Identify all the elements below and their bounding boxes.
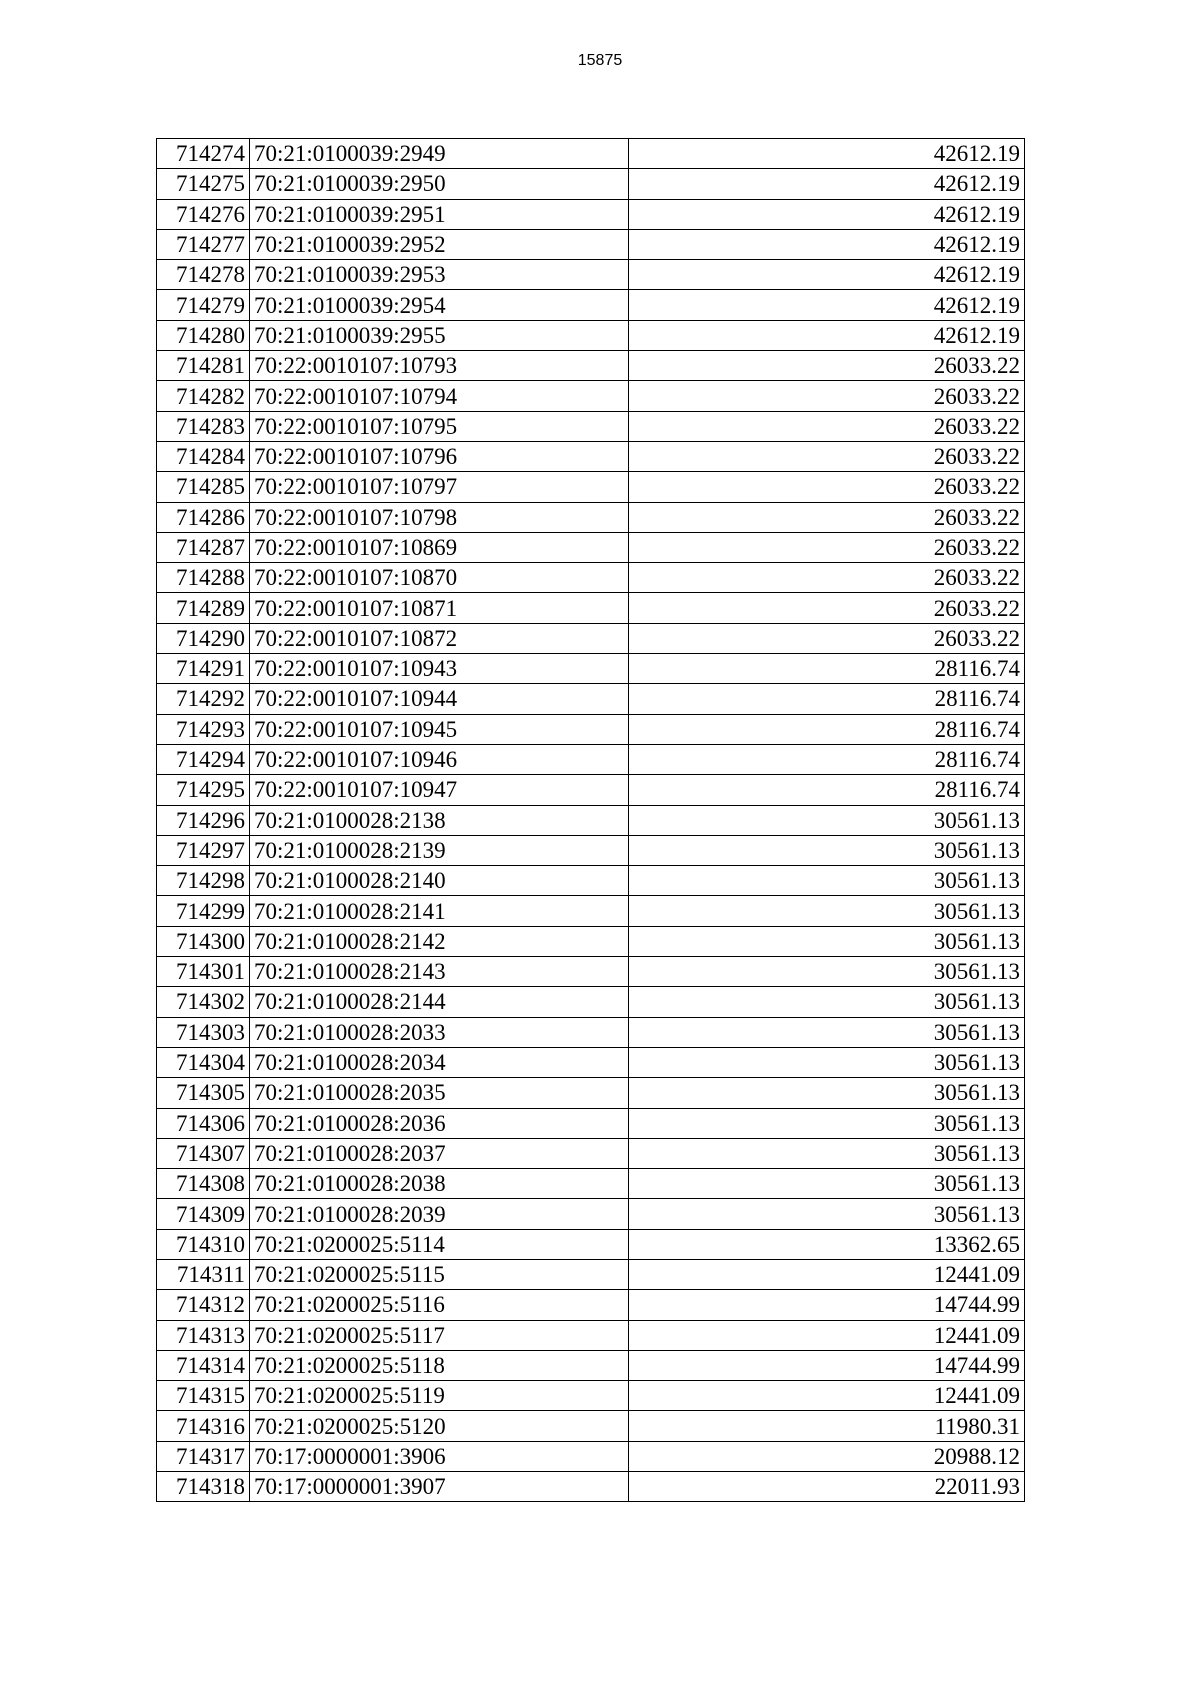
cadastral-number-cell: 70:21:0100039:2951: [250, 199, 629, 229]
value-cell: 30561.13: [629, 1108, 1025, 1138]
table-row: [157, 866, 1025, 896]
row-number-cell: 714299: [157, 896, 250, 926]
cadastral-number-cell: 70:17:0000001:3907: [250, 1472, 629, 1502]
row-number-cell: 714300: [157, 926, 250, 956]
table-row: [157, 805, 1025, 835]
value-cell: 20988.12: [629, 1441, 1025, 1471]
row-number-cell: 714316: [157, 1411, 250, 1441]
table-row: [157, 532, 1025, 562]
table-row: [157, 1290, 1025, 1320]
value-cell: 26033.22: [629, 381, 1025, 411]
row-number-cell: 714282: [157, 381, 250, 411]
cadastral-number-cell: 70:22:0010107:10869: [250, 532, 629, 562]
cadastral-number-cell: 70:21:0100039:2949: [250, 139, 629, 169]
value-cell: 26033.22: [629, 623, 1025, 653]
table-row: [157, 1259, 1025, 1289]
row-number-cell: 714281: [157, 351, 250, 381]
value-cell: 26033.22: [629, 441, 1025, 471]
cadastral-number-cell: 70:22:0010107:10943: [250, 654, 629, 684]
table-row: [157, 987, 1025, 1017]
value-cell: 28116.74: [629, 684, 1025, 714]
cadastral-number-cell: 70:17:0000001:3906: [250, 1441, 629, 1471]
cadastral-number-cell: 70:21:0100028:2143: [250, 957, 629, 987]
cadastral-number-cell: 70:22:0010107:10871: [250, 593, 629, 623]
value-cell: 42612.19: [629, 320, 1025, 350]
row-number-cell: 714298: [157, 866, 250, 896]
value-cell: 30561.13: [629, 1017, 1025, 1047]
row-number-cell: 714274: [157, 139, 250, 169]
value-cell: 30561.13: [629, 1199, 1025, 1229]
table-row: [157, 139, 1025, 169]
cadastral-number-cell: 70:21:0200025:5117: [250, 1320, 629, 1350]
cadastral-number-cell: 70:21:0200025:5114: [250, 1229, 629, 1259]
cadastral-number-cell: 70:21:0200025:5118: [250, 1350, 629, 1380]
row-number-cell: 714312: [157, 1290, 250, 1320]
value-cell: 42612.19: [629, 169, 1025, 199]
table-row: [157, 351, 1025, 381]
value-cell: 28116.74: [629, 744, 1025, 774]
table-row: [157, 1350, 1025, 1380]
cadastral-number-cell: 70:21:0100028:2036: [250, 1108, 629, 1138]
cadastral-number-cell: 70:21:0100028:2144: [250, 987, 629, 1017]
value-cell: 42612.19: [629, 290, 1025, 320]
table-row: [157, 835, 1025, 865]
row-number-cell: 714287: [157, 532, 250, 562]
table-row: [157, 926, 1025, 956]
table-row: [157, 199, 1025, 229]
value-cell: 42612.19: [629, 199, 1025, 229]
row-number-cell: 714280: [157, 320, 250, 350]
value-cell: 13362.65: [629, 1229, 1025, 1259]
row-number-cell: 714315: [157, 1381, 250, 1411]
row-number-cell: 714304: [157, 1047, 250, 1077]
value-cell: 28116.74: [629, 714, 1025, 744]
value-cell: 42612.19: [629, 139, 1025, 169]
value-cell: 30561.13: [629, 957, 1025, 987]
cadastral-number-cell: 70:21:0100028:2033: [250, 1017, 629, 1047]
value-cell: 42612.19: [629, 229, 1025, 259]
row-number-cell: 714318: [157, 1472, 250, 1502]
table-row: [157, 896, 1025, 926]
table-row: [157, 1199, 1025, 1229]
value-cell: 26033.22: [629, 351, 1025, 381]
cadastral-number-cell: 70:21:0200025:5115: [250, 1259, 629, 1289]
value-cell: 11980.31: [629, 1411, 1025, 1441]
table-row: [157, 593, 1025, 623]
row-number-cell: 714313: [157, 1320, 250, 1350]
value-cell: 30561.13: [629, 1047, 1025, 1077]
value-cell: 14744.99: [629, 1350, 1025, 1380]
table-row: [157, 169, 1025, 199]
table-row: [157, 320, 1025, 350]
value-cell: 30561.13: [629, 987, 1025, 1017]
row-number-cell: 714301: [157, 957, 250, 987]
value-cell: 26033.22: [629, 502, 1025, 532]
row-number-cell: 714311: [157, 1259, 250, 1289]
row-number-cell: 714275: [157, 169, 250, 199]
row-number-cell: 714292: [157, 684, 250, 714]
cadastral-number-cell: 70:21:0100028:2035: [250, 1078, 629, 1108]
row-number-cell: 714291: [157, 654, 250, 684]
row-number-cell: 714296: [157, 805, 250, 835]
row-number-cell: 714303: [157, 1017, 250, 1047]
value-cell: 30561.13: [629, 926, 1025, 956]
registry-table-body: [157, 139, 1025, 1502]
cadastral-number-cell: 70:22:0010107:10797: [250, 472, 629, 502]
value-cell: 22011.93: [629, 1472, 1025, 1502]
value-cell: 14744.99: [629, 1290, 1025, 1320]
table-row: [157, 1229, 1025, 1259]
table-row: [157, 1472, 1025, 1502]
table-row: [157, 1138, 1025, 1168]
row-number-cell: 714290: [157, 623, 250, 653]
row-number-cell: 714307: [157, 1138, 250, 1168]
cadastral-number-cell: 70:21:0100039:2954: [250, 290, 629, 320]
cadastral-number-cell: 70:21:0200025:5116: [250, 1290, 629, 1320]
row-number-cell: 714286: [157, 502, 250, 532]
row-number-cell: 714309: [157, 1199, 250, 1229]
row-number-cell: 714284: [157, 441, 250, 471]
table-row: [157, 1441, 1025, 1471]
cadastral-number-cell: 70:21:0100028:2039: [250, 1199, 629, 1229]
table-row: [157, 502, 1025, 532]
value-cell: 30561.13: [629, 1169, 1025, 1199]
value-cell: 30561.13: [629, 1078, 1025, 1108]
table-row: [157, 957, 1025, 987]
row-number-cell: 714305: [157, 1078, 250, 1108]
table-row: [157, 654, 1025, 684]
table-row: [157, 290, 1025, 320]
cadastral-number-cell: 70:21:0100039:2950: [250, 169, 629, 199]
value-cell: 28116.74: [629, 654, 1025, 684]
cadastral-number-cell: 70:21:0100039:2953: [250, 260, 629, 290]
row-number-cell: 714285: [157, 472, 250, 502]
cadastral-number-cell: 70:22:0010107:10944: [250, 684, 629, 714]
cadastral-number-cell: 70:22:0010107:10872: [250, 623, 629, 653]
value-cell: 42612.19: [629, 260, 1025, 290]
row-number-cell: 714295: [157, 775, 250, 805]
value-cell: 26033.22: [629, 411, 1025, 441]
row-number-cell: 714278: [157, 260, 250, 290]
cadastral-number-cell: 70:21:0100028:2139: [250, 835, 629, 865]
row-number-cell: 714293: [157, 714, 250, 744]
cadastral-number-cell: 70:21:0100028:2034: [250, 1047, 629, 1077]
value-cell: 30561.13: [629, 1138, 1025, 1168]
cadastral-number-cell: 70:21:0200025:5120: [250, 1411, 629, 1441]
row-number-cell: 714294: [157, 744, 250, 774]
table-row: [157, 684, 1025, 714]
value-cell: 30561.13: [629, 896, 1025, 926]
row-number-cell: 714276: [157, 199, 250, 229]
cadastral-number-cell: 70:22:0010107:10795: [250, 411, 629, 441]
table-row: [157, 1078, 1025, 1108]
row-number-cell: 714283: [157, 411, 250, 441]
row-number-cell: 714306: [157, 1108, 250, 1138]
row-number-cell: 714297: [157, 835, 250, 865]
table-row: [157, 744, 1025, 774]
value-cell: 30561.13: [629, 866, 1025, 896]
registry-table: [156, 138, 1025, 1502]
table-row: [157, 1411, 1025, 1441]
row-number-cell: 714277: [157, 229, 250, 259]
row-number-cell: 714308: [157, 1169, 250, 1199]
row-number-cell: 714279: [157, 290, 250, 320]
value-cell: 28116.74: [629, 775, 1025, 805]
table-row: [157, 441, 1025, 471]
cadastral-number-cell: 70:21:0200025:5119: [250, 1381, 629, 1411]
page-number: 15875: [577, 52, 623, 69]
table-row: [157, 1320, 1025, 1350]
cadastral-number-cell: 70:21:0100039:2952: [250, 229, 629, 259]
row-number-cell: 714302: [157, 987, 250, 1017]
table-row: [157, 381, 1025, 411]
table-row: [157, 1381, 1025, 1411]
value-cell: 12441.09: [629, 1259, 1025, 1289]
value-cell: 26033.22: [629, 472, 1025, 502]
row-number-cell: 714289: [157, 593, 250, 623]
table-row: [157, 1169, 1025, 1199]
table-row: [157, 229, 1025, 259]
value-cell: 26033.22: [629, 593, 1025, 623]
value-cell: 26033.22: [629, 563, 1025, 593]
cadastral-number-cell: 70:21:0100028:2038: [250, 1169, 629, 1199]
table-row: [157, 472, 1025, 502]
table-row: [157, 411, 1025, 441]
cadastral-number-cell: 70:21:0100039:2955: [250, 320, 629, 350]
cadastral-number-cell: 70:22:0010107:10798: [250, 502, 629, 532]
cadastral-number-cell: 70:21:0100028:2037: [250, 1138, 629, 1168]
cadastral-number-cell: 70:21:0100028:2138: [250, 805, 629, 835]
table-row: [157, 1047, 1025, 1077]
row-number-cell: 714317: [157, 1441, 250, 1471]
cadastral-number-cell: 70:22:0010107:10793: [250, 351, 629, 381]
cadastral-number-cell: 70:21:0100028:2140: [250, 866, 629, 896]
cadastral-number-cell: 70:22:0010107:10946: [250, 744, 629, 774]
value-cell: 12441.09: [629, 1381, 1025, 1411]
cadastral-number-cell: 70:22:0010107:10947: [250, 775, 629, 805]
row-number-cell: 714288: [157, 563, 250, 593]
table-row: [157, 775, 1025, 805]
row-number-cell: 714314: [157, 1350, 250, 1380]
row-number-cell: 714310: [157, 1229, 250, 1259]
table-row: [157, 563, 1025, 593]
value-cell: 30561.13: [629, 805, 1025, 835]
table-row: [157, 1017, 1025, 1047]
cadastral-number-cell: 70:22:0010107:10945: [250, 714, 629, 744]
cadastral-number-cell: 70:21:0100028:2142: [250, 926, 629, 956]
cadastral-number-cell: 70:21:0100028:2141: [250, 896, 629, 926]
cadastral-number-cell: 70:22:0010107:10794: [250, 381, 629, 411]
cadastral-number-cell: 70:22:0010107:10870: [250, 563, 629, 593]
value-cell: 12441.09: [629, 1320, 1025, 1350]
table-row: [157, 623, 1025, 653]
value-cell: 26033.22: [629, 532, 1025, 562]
table-row: [157, 1108, 1025, 1138]
table-row: [157, 260, 1025, 290]
cadastral-number-cell: 70:22:0010107:10796: [250, 441, 629, 471]
value-cell: 30561.13: [629, 835, 1025, 865]
table-row: [157, 714, 1025, 744]
